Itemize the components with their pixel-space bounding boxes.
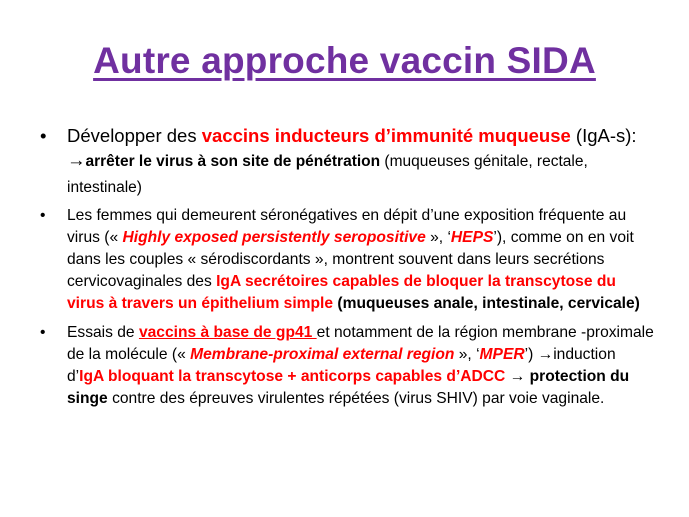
text-segment: (IgA-s): →: [67, 125, 637, 170]
bullet-point-icon: •: [40, 207, 46, 224]
bullet-point-icon: •: [40, 125, 47, 146]
text-segment-highlight: HEPS: [450, 229, 494, 246]
text-segment: », ‘: [454, 346, 480, 363]
bullet-text: [67, 125, 637, 196]
bullet-list: [40, 124, 656, 410]
text-segment: Développer des: [67, 125, 202, 146]
text-segment: », ‘: [425, 229, 451, 246]
text-segment: (muqueuses génitale, rectale, intestinale): [67, 153, 588, 196]
text-segment-highlight: MPER: [479, 346, 525, 363]
text-segment: ’), comme on en voit dans les couples « sérodiscordants », montrent souvent dans leurs secrétions cervicovaginales des: [67, 229, 634, 290]
text-segment: →: [505, 368, 530, 385]
bullet-item-mucosal-vaccines: [40, 124, 656, 200]
bullet-item-gp41-trials: [40, 322, 656, 410]
bullet-item-heps-women: [40, 205, 656, 315]
text-segment-highlight: Highly exposed persistently seropositive: [122, 229, 426, 246]
text-segment-highlight: IgA bloquant la transcytose + anticorps capables d’ADCC: [79, 368, 506, 385]
bullet-text: [67, 207, 640, 312]
text-segment-bold: protection du singe: [67, 368, 630, 407]
text-segment: Les femmes qui demeurent séronégatives en dépit d’une exposition fréquente au virus («: [67, 207, 627, 246]
text-segment: ’) →induction d’: [67, 346, 616, 385]
text-segment-highlight: vaccins inducteurs d’immunité muqueuse: [201, 125, 571, 146]
text-segment-highlight: vaccins à base de gp41: [138, 324, 317, 341]
slide-title: Autre approche vaccin SIDA: [93, 40, 596, 81]
text-segment-highlight: Membrane-proximal external region: [190, 346, 455, 363]
text-segment: Essais de: [67, 324, 139, 341]
bullet-point-icon: •: [40, 324, 46, 341]
text-segment: contre des épreuves virulentes répétées (virus SHIV) par voie vaginale.: [107, 390, 605, 407]
text-segment-highlight: IgA secrétoires capables de bloquer la transcytose du virus à travers un épithelium simple: [67, 273, 616, 312]
bullet-text: [67, 324, 654, 407]
text-segment: et notamment de la région membrane -proximale de la molécule («: [67, 324, 654, 363]
text-segment-bold: (muqueuses anale, intestinale, cervicale): [333, 295, 640, 312]
text-segment-bold: arrêter le virus à son site de pénétration: [85, 153, 381, 170]
